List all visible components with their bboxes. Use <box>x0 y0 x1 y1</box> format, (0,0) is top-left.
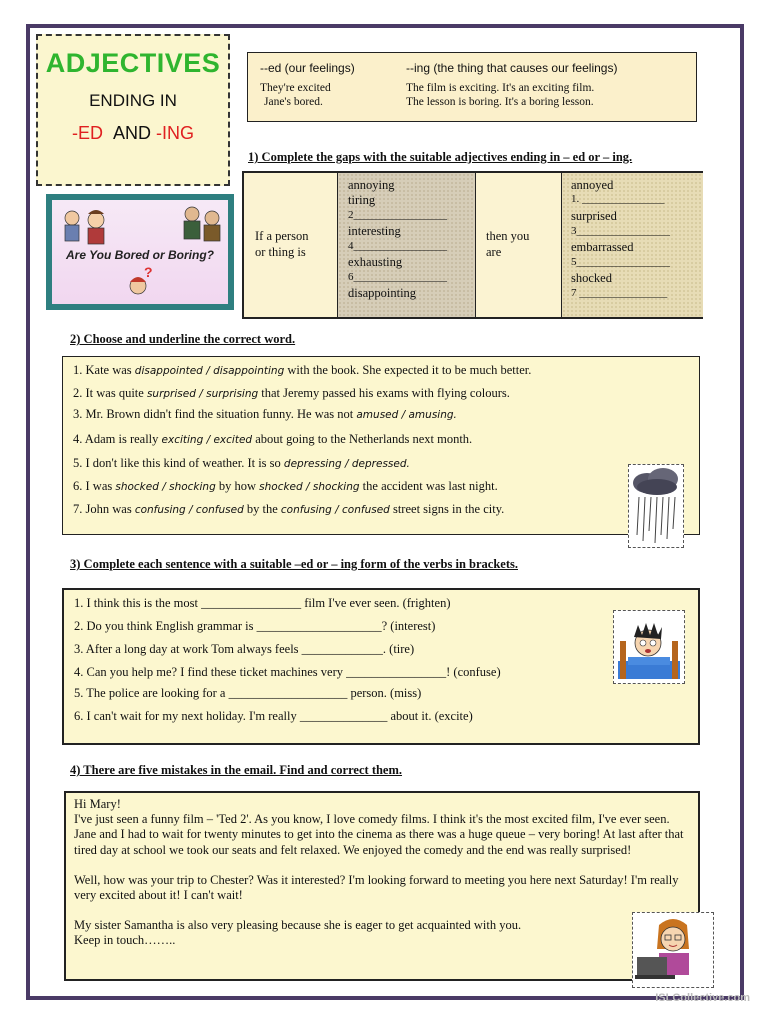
ing-word: exhausting <box>348 255 403 269</box>
and-word: AND <box>112 123 151 143</box>
gap-sentence[interactable]: 2. Do you think English grammar is ____________________? (interest) <box>74 619 436 633</box>
question-mark: ? <box>144 264 153 280</box>
ing-gap[interactable]: 6_________________ <box>348 271 447 283</box>
gap-sentence[interactable]: 4. Can you help me? I find these ticket machines very ________________! (confuse) <box>74 665 501 679</box>
site-watermark: ISLCollective.com <box>655 992 750 1004</box>
word-choice[interactable]: depressing / depressed. <box>283 458 410 470</box>
gap-table <box>242 171 703 319</box>
ing-word: interesting <box>348 224 401 238</box>
ing-heading: --ing (the thing that causes our feelings) <box>406 61 618 75</box>
email-signoff: Keep in touch…….. <box>74 933 176 948</box>
choice-sentence: 5. I don't like this kind of weather. It is so depressing / depressed. <box>73 456 410 470</box>
ed-gap[interactable]: 5_________________ <box>571 256 670 268</box>
choice-sentence: 6. I was shocked / shocking by how shocked / shocking the accident was last night. <box>73 479 498 493</box>
email-paragraph[interactable]: Well, how was your trip to Chester? Was it interested? I'm looking forward to meeting you here next Saturday! I'm really very excited about it! I can't wait! <box>74 872 679 903</box>
email-greeting: Hi Mary! <box>74 797 121 811</box>
gap-sentence[interactable]: 6. I can't wait for my next holiday. I'm really ______________ about it. (excite) <box>74 709 473 723</box>
choice-sentence: 7. John was confusing / confused by the confusing / confused street signs in the city. <box>73 502 505 516</box>
bored-or-boring-picture <box>46 194 234 310</box>
gap-sentence[interactable]: 3. After a long day at work Tom always feels _____________. (tire) <box>74 642 415 656</box>
gap-sentence[interactable]: 5. The police are looking for a ___________________ person. (miss) <box>74 686 422 700</box>
ed-gap[interactable]: 3_________________ <box>571 225 670 237</box>
ed-word: embarrassed <box>571 240 634 254</box>
explanation-box <box>247 52 697 122</box>
ing-word: disappointing <box>348 286 417 300</box>
section2-box <box>62 356 700 535</box>
word-choice[interactable]: exciting / excited <box>161 434 253 446</box>
picture-caption: Are You Bored or Boring? <box>65 248 214 262</box>
ed-heading: --ed (our feelings) <box>260 61 355 75</box>
gap-sentence[interactable]: 1. I think this is the most ________________ film I've ever seen. (frighten) <box>74 596 451 610</box>
ing-example: The film is exciting. It's an exciting film. <box>406 82 595 94</box>
ed-word: surprised <box>571 209 617 223</box>
rain-cloud-icon <box>628 464 684 548</box>
section1-title: 1) Complete the gaps with the suitable adjectives ending in – ed or – ing. <box>248 150 633 164</box>
word-choice[interactable]: surprised / surprising <box>146 388 259 400</box>
right-label: are <box>486 245 502 259</box>
ed-ending: -ED <box>71 123 103 143</box>
section2-title: 2) Choose and underline the correct word. <box>70 332 296 346</box>
word-choice[interactable]: amused / amusing. <box>356 409 457 421</box>
worksheet-endings <box>38 123 228 144</box>
ing-word: annoying <box>348 178 395 192</box>
ing-gap[interactable]: 2_________________ <box>348 209 447 221</box>
ed-word: annoyed <box>571 178 614 192</box>
email-paragraph[interactable]: I've just seen a funny film – 'Ted 2'. As you know, I love comedy films. I think it's the most excited film, I've ever seen. Jane and I had to wait for twenty minutes to get into the cinema as there was a huge queue – very boring! At last after that tired day at school we took our seats and felt relaxed. We enjoyed the comedy and the end was really surprised! <box>74 812 684 857</box>
girl-at-laptop-icon <box>632 912 714 988</box>
worksheet-subtitle: ENDING IN <box>89 91 177 110</box>
section4-title: 4) There are five mistakes in the email. Find and correct them. <box>70 763 403 777</box>
choice-sentence: 3. Mr. Brown didn't find the situation funny. He was not amused / amusing. <box>73 407 457 421</box>
word-choice[interactable]: confusing / confused <box>280 504 390 516</box>
left-label: or thing is <box>255 245 306 259</box>
choice-sentence: 2. It was quite surprised / surprising that Jeremy passed his exams with flying colours. <box>73 386 510 400</box>
ed-example: Jane's bored. <box>264 96 323 108</box>
word-choice[interactable]: shocked / shocking <box>115 481 216 493</box>
ed-gap[interactable]: 7 ________________ <box>571 287 668 299</box>
word-choice[interactable]: disappointed / disappointing <box>134 365 285 377</box>
section3-box <box>62 588 700 745</box>
ed-gap[interactable]: 1. _______________ <box>571 193 665 205</box>
word-choice[interactable]: confusing / confused <box>134 504 244 516</box>
ing-ending: -ING <box>156 123 195 143</box>
ing-gap[interactable]: 4_________________ <box>348 240 447 252</box>
ed-example: They're excited <box>260 82 331 94</box>
ed-word: shocked <box>571 271 612 285</box>
section3-title: 3) Complete each sentence with a suitable –ed or – ing form of the verbs in brackets. <box>70 557 518 571</box>
right-label: then you <box>486 229 530 243</box>
choice-sentence: 4. Adam is really exciting / excited about going to the Netherlands next month. <box>73 432 473 446</box>
email-paragraph[interactable]: My sister Samantha is also very pleasing because she is eager to get acquainted with you. <box>74 918 522 933</box>
ing-example: The lesson is boring. It's a boring lesson. <box>406 96 594 108</box>
ing-word: tiring <box>348 193 376 207</box>
worksheet-title: ADJECTIVES <box>45 48 221 78</box>
choice-sentence: 1. Kate was disappointed / disappointing with the book. She expected it to be much better. <box>73 363 532 377</box>
word-choice[interactable]: shocked / shocking <box>259 481 360 493</box>
tired-person-icon <box>613 610 685 684</box>
title-box <box>36 34 230 186</box>
email-box <box>64 791 700 981</box>
left-label: If a person <box>255 229 309 243</box>
